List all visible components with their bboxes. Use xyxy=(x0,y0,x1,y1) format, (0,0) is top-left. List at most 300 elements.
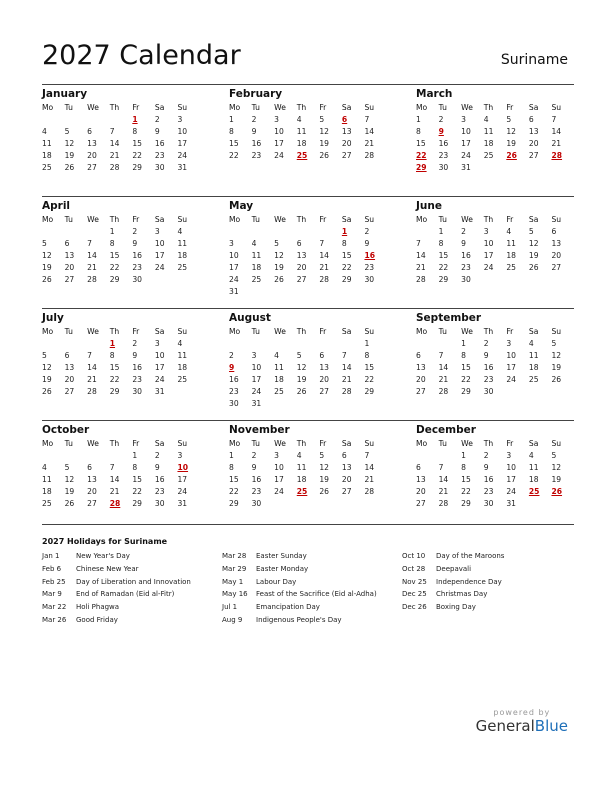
day-cell: 28 xyxy=(319,275,329,284)
empty-cell xyxy=(297,398,320,410)
week-row xyxy=(416,486,574,498)
day-cell: 25 xyxy=(506,263,516,272)
empty-cell xyxy=(364,286,387,298)
day-cell: 2 xyxy=(483,451,489,460)
day-cell: 20 xyxy=(528,139,539,148)
day-cell: 8 xyxy=(461,351,466,360)
day-cell: 4 xyxy=(177,339,183,348)
day-cell: 22 xyxy=(132,151,142,160)
empty-cell xyxy=(416,226,439,238)
day-cell: 20 xyxy=(64,263,75,272)
day-cell: 20 xyxy=(87,487,97,496)
day-cell: 14 xyxy=(319,251,329,260)
day-cell: 3 xyxy=(154,339,160,348)
empty-cell xyxy=(42,226,65,238)
day-cell: 24 xyxy=(483,263,494,272)
empty-cell xyxy=(252,226,275,238)
day-cell: 3 xyxy=(177,115,183,124)
empty-cell xyxy=(110,450,133,462)
weekday-label: We xyxy=(461,439,473,448)
month-row xyxy=(42,196,574,306)
day-cell: 29 xyxy=(461,499,471,508)
day-cell: 30 xyxy=(229,399,239,408)
day-cell: 5 xyxy=(42,239,47,248)
weekday-label: Mo xyxy=(229,103,241,112)
weekday-label: Tu xyxy=(438,103,447,112)
day-cell: 9 xyxy=(438,127,444,136)
day-cell: 1 xyxy=(109,227,115,236)
week-row xyxy=(416,274,574,286)
day-cell: 27 xyxy=(64,387,75,396)
day-cell: 17 xyxy=(154,363,165,372)
day-cell: 1 xyxy=(438,227,444,236)
day-cell: 28 xyxy=(438,499,449,508)
weekday-label: Su xyxy=(551,215,562,224)
weekday-label: Su xyxy=(364,215,375,224)
weekday-label: Sa xyxy=(154,327,165,336)
day-cell: 4 xyxy=(483,115,489,124)
day-cell: 3 xyxy=(483,227,489,236)
weekday-label: Th xyxy=(296,215,307,224)
day-cell: 9 xyxy=(461,239,466,248)
day-cell: 31 xyxy=(229,287,239,296)
day-cell: 16 xyxy=(483,363,494,372)
holiday-item xyxy=(42,563,214,576)
weekday-label: Sa xyxy=(341,215,352,224)
day-cell: 14 xyxy=(551,127,562,136)
empty-cell xyxy=(506,162,529,174)
day-cell: 10 xyxy=(177,463,189,472)
weekday-label: Th xyxy=(109,215,120,224)
day-cell: 8 xyxy=(416,127,421,136)
weekday-header xyxy=(229,438,387,450)
empty-cell xyxy=(319,338,342,350)
day-cell: 17 xyxy=(506,363,516,372)
day-cell: 18 xyxy=(296,139,307,148)
holiday-date: Jul 1 xyxy=(222,603,238,612)
week-row xyxy=(416,474,574,486)
weekday-label: Sa xyxy=(341,439,352,448)
day-cell: 2 xyxy=(132,227,138,236)
country-name: Suriname xyxy=(500,52,568,68)
weekday-label: Th xyxy=(483,103,494,112)
day-cell: 7 xyxy=(416,239,421,248)
month-name: February xyxy=(229,88,283,100)
week-row xyxy=(42,362,200,374)
day-cell: 7 xyxy=(109,127,115,136)
day-cell: 5 xyxy=(42,351,47,360)
day-cell: 1 xyxy=(229,451,234,460)
day-cell: 1 xyxy=(364,339,370,348)
weekday-label: Sa xyxy=(528,215,539,224)
day-cell: 9 xyxy=(251,127,257,136)
weekday-label: Fr xyxy=(506,439,514,448)
weekday-label: We xyxy=(87,103,99,112)
day-cell: 6 xyxy=(64,351,70,360)
weekday-label: Mo xyxy=(416,439,428,448)
week-row xyxy=(416,126,574,138)
holiday-columns xyxy=(42,550,574,627)
weekday-header xyxy=(416,102,574,114)
day-cell: 18 xyxy=(528,363,539,372)
empty-cell xyxy=(529,498,552,510)
holiday-item xyxy=(402,588,574,601)
weekday-label: Sa xyxy=(154,215,165,224)
day-cell: 7 xyxy=(551,115,557,124)
day-cell: 25 xyxy=(42,499,52,508)
weekday-label: Tu xyxy=(251,103,260,112)
day-cell: 22 xyxy=(364,375,375,384)
weekday-label: Tu xyxy=(251,215,260,224)
weekday-label: We xyxy=(87,439,99,448)
day-cell: 24 xyxy=(274,151,284,160)
day-cell: 12 xyxy=(528,239,539,248)
weekday-label: Tu xyxy=(438,439,447,448)
day-cell: 22 xyxy=(461,375,471,384)
empty-cell xyxy=(551,386,574,398)
day-cell: 10 xyxy=(483,239,494,248)
day-cell: 8 xyxy=(132,127,138,136)
holiday-name: Deepavali xyxy=(436,564,472,573)
empty-cell xyxy=(319,226,342,238)
calendar-grid xyxy=(42,84,574,532)
month-january xyxy=(42,87,200,194)
weekday-header xyxy=(229,326,387,338)
empty-cell xyxy=(87,338,110,350)
day-cell: 2 xyxy=(154,451,160,460)
day-cell: 6 xyxy=(296,239,302,248)
weekday-label: Tu xyxy=(251,327,260,336)
day-cell: 27 xyxy=(416,499,426,508)
day-cell: 29 xyxy=(438,275,449,284)
day-cell: 2 xyxy=(364,227,370,236)
weekday-label: Tu xyxy=(438,327,447,336)
empty-cell xyxy=(177,386,200,398)
day-cell: 26 xyxy=(319,151,329,160)
week-row xyxy=(42,126,200,138)
week-row xyxy=(416,386,574,398)
empty-cell xyxy=(551,498,574,510)
day-cell: 8 xyxy=(364,351,370,360)
day-cell: 6 xyxy=(87,463,92,472)
day-cell: 26 xyxy=(528,263,539,272)
day-cell: 29 xyxy=(109,275,120,284)
day-cell: 13 xyxy=(341,127,352,136)
empty-cell xyxy=(529,274,552,286)
holiday-item xyxy=(402,550,574,563)
day-cell: 5 xyxy=(319,115,325,124)
month-september xyxy=(416,311,574,418)
weekday-label: Su xyxy=(364,327,375,336)
holiday-date: Feb 6 xyxy=(42,564,62,573)
day-cell: 11 xyxy=(274,363,284,372)
day-cell: 19 xyxy=(551,363,562,372)
day-cell: 13 xyxy=(64,363,75,372)
weekday-label: Mo xyxy=(42,103,54,112)
brand-part-general: General xyxy=(475,717,535,735)
page-title: 2027 Calendar xyxy=(42,40,241,71)
weekday-header xyxy=(42,102,200,114)
week-row xyxy=(229,462,387,474)
day-cell: 20 xyxy=(319,375,329,384)
day-cell: 2 xyxy=(229,351,234,360)
day-cell: 15 xyxy=(461,363,471,372)
day-cell: 23 xyxy=(154,487,165,496)
day-cell: 20 xyxy=(416,487,426,496)
weekday-label: Th xyxy=(483,327,494,336)
day-cell: 29 xyxy=(109,387,120,396)
weekday-header xyxy=(416,214,574,226)
day-cell: 28 xyxy=(438,387,449,396)
holiday-date: Mar 22 xyxy=(42,603,67,612)
day-cell: 18 xyxy=(483,139,494,148)
day-cell: 12 xyxy=(296,363,307,372)
empty-cell xyxy=(274,226,297,238)
day-cell: 26 xyxy=(551,375,562,384)
empty-cell xyxy=(229,338,252,350)
month-name: May xyxy=(229,200,254,212)
day-cell: 25 xyxy=(177,375,188,384)
day-cell: 30 xyxy=(251,499,262,508)
day-cell: 21 xyxy=(364,475,375,484)
weekday-label: Tu xyxy=(251,439,260,448)
day-cell: 25 xyxy=(42,163,52,172)
day-cell: 16 xyxy=(132,251,142,260)
day-cell: 8 xyxy=(109,239,115,248)
week-row xyxy=(42,350,200,362)
day-cell: 26 xyxy=(42,275,52,284)
weekday-label: Fr xyxy=(132,103,140,112)
weekday-label: We xyxy=(461,215,473,224)
weekday-label: Fr xyxy=(319,439,327,448)
day-cell: 24 xyxy=(506,375,516,384)
day-cell: 4 xyxy=(274,351,279,360)
week-row xyxy=(42,262,200,274)
empty-cell xyxy=(551,274,574,286)
day-cell: 22 xyxy=(132,487,142,496)
month-october xyxy=(42,423,200,530)
day-cell: 7 xyxy=(364,115,370,124)
week-row xyxy=(229,286,387,298)
week-row xyxy=(229,498,387,510)
week-row xyxy=(42,386,200,398)
week-row xyxy=(42,474,200,486)
day-cell: 10 xyxy=(506,351,516,360)
day-cell: 17 xyxy=(154,251,165,260)
weekday-label: Su xyxy=(177,103,188,112)
day-cell: 30 xyxy=(154,163,165,172)
holiday-date: Mar 26 xyxy=(42,615,67,624)
day-cell: 18 xyxy=(177,363,188,372)
empty-cell xyxy=(42,450,65,462)
day-cell: 15 xyxy=(438,251,449,260)
day-cell: 6 xyxy=(528,115,534,124)
day-cell: 1 xyxy=(229,115,234,124)
empty-cell xyxy=(297,498,320,510)
empty-cell xyxy=(252,286,275,298)
holiday-item xyxy=(222,601,394,614)
day-cell: 23 xyxy=(461,263,471,272)
day-cell: 13 xyxy=(296,251,307,260)
day-cell: 25 xyxy=(528,487,540,496)
empty-cell xyxy=(319,398,342,410)
empty-cell xyxy=(274,398,297,410)
day-cell: 17 xyxy=(274,139,284,148)
empty-cell xyxy=(274,338,297,350)
day-cell: 30 xyxy=(438,163,449,172)
day-cell: 16 xyxy=(132,363,142,372)
empty-cell xyxy=(342,286,365,298)
day-cell: 17 xyxy=(274,475,284,484)
holiday-name: End of Ramadan (Eid al-Fitr) xyxy=(76,590,175,599)
day-cell: 24 xyxy=(177,151,188,160)
week-row xyxy=(42,138,200,150)
day-cell: 21 xyxy=(87,375,97,384)
day-cell: 13 xyxy=(64,251,75,260)
empty-cell xyxy=(484,274,507,286)
weekday-label: Mo xyxy=(42,215,54,224)
day-cell: 2 xyxy=(132,339,138,348)
week-row xyxy=(416,114,574,126)
holiday-date: Dec 25 xyxy=(402,590,427,599)
day-cell: 19 xyxy=(319,139,329,148)
day-cell: 9 xyxy=(483,463,489,472)
day-cell: 9 xyxy=(483,351,489,360)
day-cell: 25 xyxy=(296,151,308,160)
holiday-name: Christmas Day xyxy=(436,590,488,599)
day-cell: 31 xyxy=(177,499,188,508)
day-cell: 24 xyxy=(154,375,165,384)
week-row xyxy=(229,150,387,162)
day-cell: 11 xyxy=(251,251,262,260)
day-cell: 31 xyxy=(154,387,165,396)
day-cell: 23 xyxy=(483,375,494,384)
day-cell: 5 xyxy=(551,339,557,348)
day-cell: 21 xyxy=(87,263,97,272)
weekday-label: Su xyxy=(551,439,562,448)
day-cell: 27 xyxy=(87,163,97,172)
day-cell: 17 xyxy=(251,375,262,384)
weekday-label: We xyxy=(274,327,286,336)
holidays-title: 2027 Holidays for Suriname xyxy=(42,537,168,546)
weekday-label: Mo xyxy=(229,327,241,336)
month-name: October xyxy=(42,424,90,436)
day-cell: 29 xyxy=(364,387,375,396)
day-cell: 24 xyxy=(229,275,239,284)
day-cell: 8 xyxy=(438,239,444,248)
weekday-label: Fr xyxy=(506,215,514,224)
week-row xyxy=(229,362,387,374)
month-name: June xyxy=(416,200,442,212)
day-cell: 14 xyxy=(87,363,97,372)
day-cell: 19 xyxy=(64,151,75,160)
empty-cell xyxy=(364,398,387,410)
day-cell: 10 xyxy=(154,351,165,360)
day-cell: 28 xyxy=(551,151,563,160)
day-cell: 24 xyxy=(251,387,262,396)
holiday-column xyxy=(402,550,574,627)
day-cell: 12 xyxy=(274,251,284,260)
day-cell: 10 xyxy=(154,239,165,248)
day-cell: 21 xyxy=(438,487,449,496)
day-cell: 27 xyxy=(528,151,539,160)
week-row xyxy=(229,250,387,262)
month-row xyxy=(42,84,574,194)
month-march xyxy=(416,87,574,194)
day-cell: 20 xyxy=(87,151,97,160)
day-cell: 7 xyxy=(438,351,444,360)
day-cell: 18 xyxy=(528,475,539,484)
holiday-item xyxy=(222,588,394,601)
week-row xyxy=(229,338,387,350)
day-cell: 10 xyxy=(229,251,239,260)
holiday-item xyxy=(42,550,214,563)
day-cell: 28 xyxy=(109,499,121,508)
weekday-label: Fr xyxy=(132,439,140,448)
holiday-date: Feb 25 xyxy=(42,577,66,586)
weekday-label: Fr xyxy=(506,327,514,336)
day-cell: 1 xyxy=(132,115,138,124)
weekday-label: Mo xyxy=(416,103,428,112)
empty-cell xyxy=(484,162,507,174)
holiday-item xyxy=(402,576,574,589)
day-cell: 24 xyxy=(177,487,188,496)
day-cell: 23 xyxy=(132,375,142,384)
week-row xyxy=(229,138,387,150)
day-cell: 28 xyxy=(109,163,120,172)
week-row xyxy=(42,498,200,510)
week-row xyxy=(416,362,574,374)
day-cell: 6 xyxy=(341,451,347,460)
empty-cell xyxy=(297,226,320,238)
weekday-label: Sa xyxy=(154,439,165,448)
day-cell: 30 xyxy=(483,387,494,396)
day-cell: 7 xyxy=(341,351,347,360)
empty-cell xyxy=(87,450,110,462)
day-cell: 5 xyxy=(551,451,557,460)
day-cell: 16 xyxy=(229,375,239,384)
week-row xyxy=(229,226,387,238)
holiday-name: Indigenous People's Day xyxy=(256,615,342,624)
day-cell: 4 xyxy=(296,115,302,124)
day-cell: 21 xyxy=(319,263,329,272)
day-cell: 30 xyxy=(132,275,142,284)
month-row xyxy=(42,420,574,530)
holiday-name: Easter Sunday xyxy=(256,552,307,560)
empty-cell xyxy=(155,274,178,286)
generalblue-logo[interactable] xyxy=(476,708,568,735)
holiday-name: Feast of the Sacrifice (Eid al-Adha) xyxy=(256,590,377,599)
week-row xyxy=(416,462,574,474)
month-august xyxy=(229,311,387,418)
holiday-name: Chinese New Year xyxy=(76,564,139,573)
holiday-column xyxy=(222,550,394,627)
day-cell: 19 xyxy=(274,263,284,272)
holiday-item xyxy=(402,563,574,576)
day-cell: 9 xyxy=(364,239,370,248)
day-cell: 3 xyxy=(506,339,512,348)
day-cell: 6 xyxy=(87,127,92,136)
day-cell: 26 xyxy=(506,151,517,160)
day-cell: 8 xyxy=(109,351,115,360)
day-cell: 23 xyxy=(132,263,142,272)
weekday-label: Su xyxy=(364,439,375,448)
day-cell: 5 xyxy=(528,227,534,236)
weekday-label: Su xyxy=(177,215,188,224)
day-cell: 1 xyxy=(132,451,138,460)
day-cell: 23 xyxy=(154,151,165,160)
week-row xyxy=(416,450,574,462)
